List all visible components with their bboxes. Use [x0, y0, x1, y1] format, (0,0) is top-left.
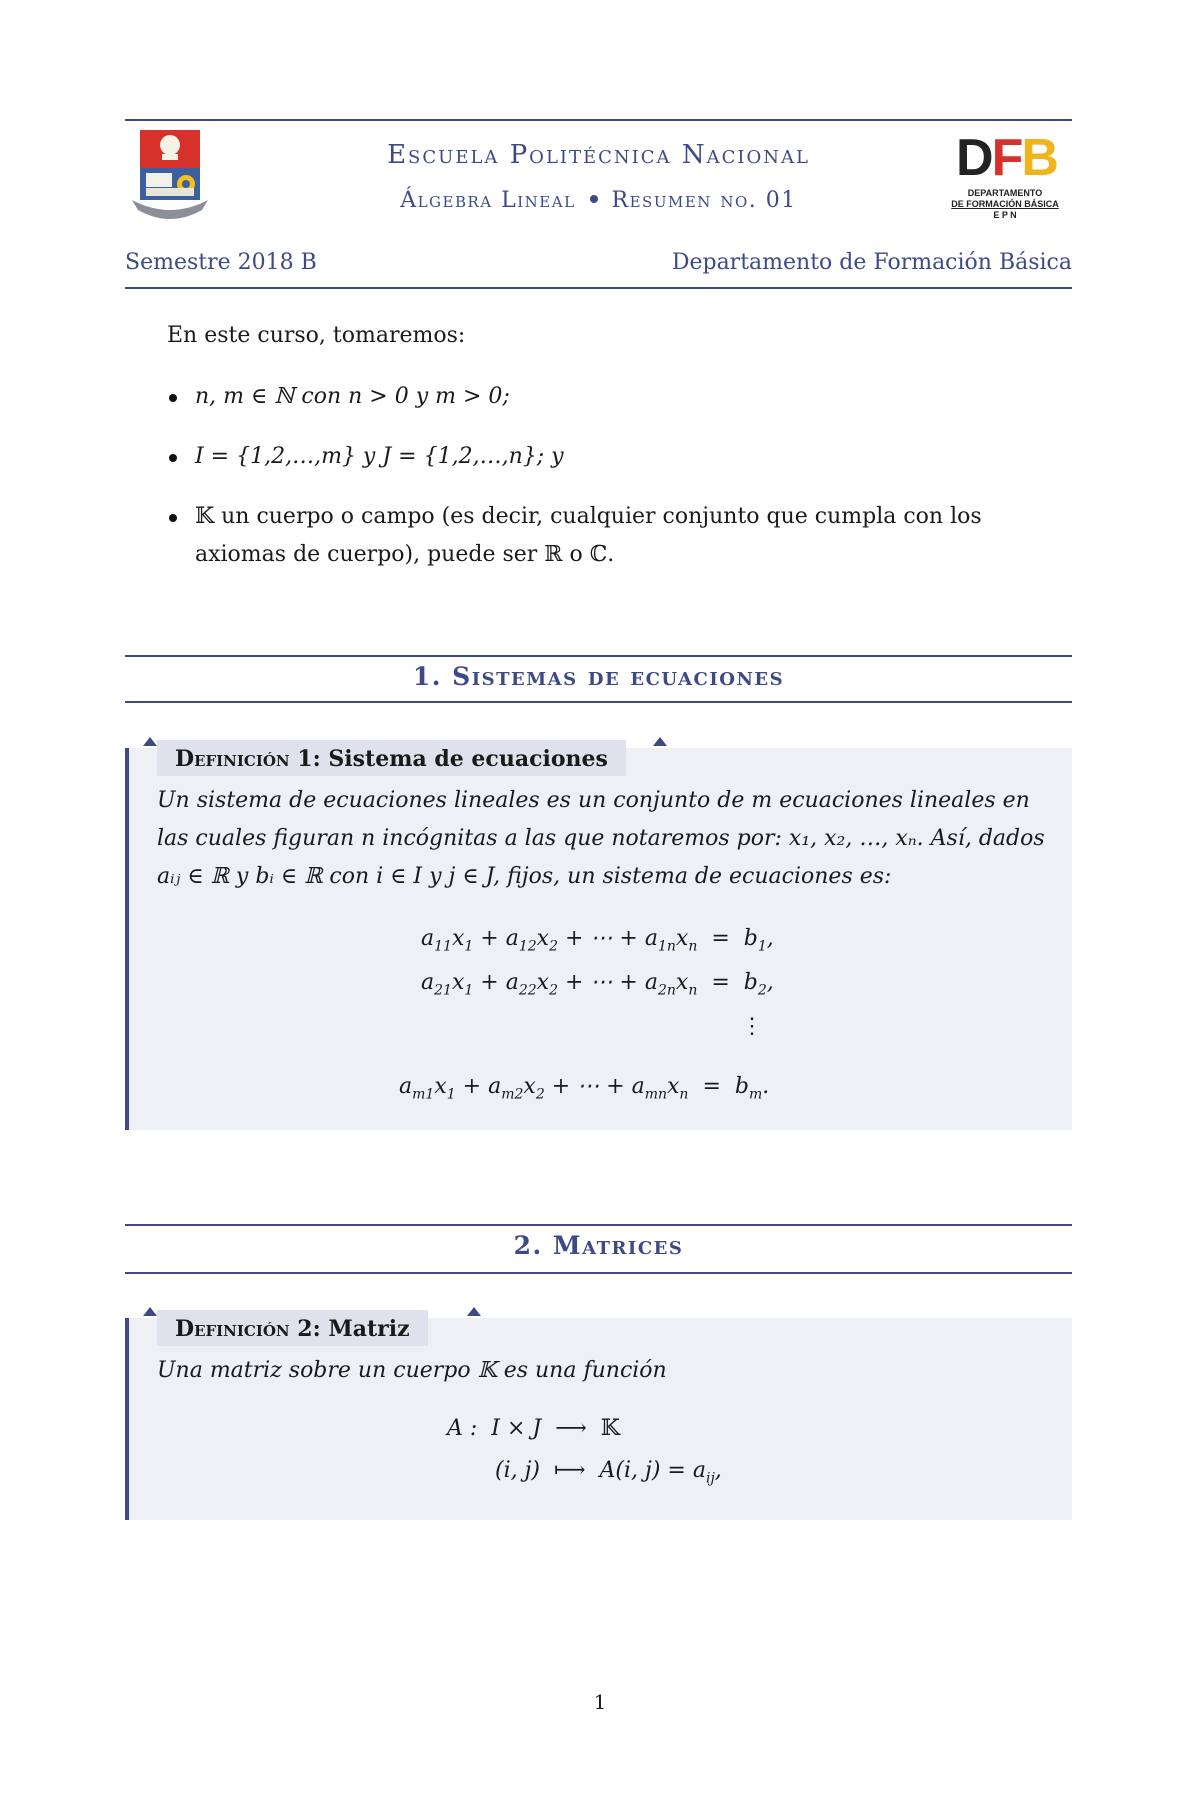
list-item: n, m ∈ ℕ con n > 0 y m > 0; [167, 378, 1072, 416]
list-item: 𝕂 un cuerpo o campo (es decir, cualquier conjunto que cumpla con los axiomas de cuerpo), puede ser ℝ o ℂ. [167, 498, 1072, 574]
tab-corner-left-icon [143, 737, 157, 746]
definition-1-box [125, 748, 1072, 1130]
section2-top-rule [125, 1224, 1072, 1226]
section2-title: 2. Matrices [513, 1231, 684, 1260]
intro-bullet-list [167, 378, 1072, 596]
tab-corner-right-icon [467, 1307, 481, 1316]
equation-row: $a_{m1}x_1 + a_{m2}x_2$ + ⋯ + $a_{mn}x_n = b_m$. [399, 1074, 770, 1103]
course-title: Álgebra Lineal [400, 188, 576, 213]
tab-corner-left-icon [143, 1307, 157, 1316]
tab-corner-right-icon [653, 737, 667, 746]
equation-row: $a_{11}x_1 + a_{12}x_2$ + ⋯ + $a_{1n}x_n = b_1$, [421, 926, 774, 955]
section1-bottom-rule [125, 701, 1072, 703]
equation-row: $a_{21}x_1 + a_{22}x_2$ + ⋯ + $a_{2n}x_n = b_2$, [421, 970, 774, 999]
section1-title: 1. Sistemas de ecuaciones [412, 662, 785, 691]
dfb-logo-line1: DEPARTAMENTO [967, 188, 1043, 198]
definition-1-text: Un sistema de ecuaciones lineales es un conjunto de m ecuaciones lineales en las cuales figuran n incógnitas a las que notaremos por: x₁, x₂, …, xₙ. Así, dados aᵢⱼ ∈ ℝ y bᵢ ∈ ℝ con i ∈ I y j ∈ J, fijos, un sistema de ecuaciones es: [157, 788, 1045, 889]
dfb-logo-line3: E P N [993, 210, 1017, 220]
definition-2-tab [157, 1310, 428, 1346]
section1-top-rule [125, 655, 1072, 657]
list-item: I = {1,2,…,m} y J = {1,2,…,n}; y [167, 438, 1072, 476]
department-label: Departamento de Formación Básica [671, 250, 1072, 275]
definition-1-label: Definición 1: [175, 746, 321, 772]
institution-title: Escuela Politécnica Nacional [387, 140, 810, 170]
definition-2-text: Una matriz sobre un cuerpo 𝕂 es una función [157, 1358, 667, 1383]
dfb-logo: DFB DEPARTAMENTO DE FORMACIÓN BÁSICA E P N [940, 130, 1070, 226]
vertical-dots-icon: ⋮ [741, 1014, 763, 1039]
definition-2-name: Matriz [328, 1316, 410, 1342]
definition-1-tab [157, 740, 626, 776]
function-map-line1: A : I × J ⟶ 𝕂 [447, 1416, 620, 1441]
intro-lead: En este curso, tomaremos: [167, 323, 466, 348]
header-top-rule [125, 119, 1072, 121]
header-bottom-rule [125, 287, 1072, 289]
definition-2-box [125, 1318, 1072, 1520]
definition-1-name: Sistema de ecuaciones [328, 746, 608, 772]
definition-2-label: Definición 2: [175, 1316, 321, 1342]
semester-label: Semestre 2018 B [125, 250, 317, 275]
section2-bottom-rule [125, 1272, 1072, 1274]
separator-dot-icon [590, 195, 598, 203]
function-map-line2: (i, j) ⟼ A(i, $j) = a_{ij}$, [495, 1458, 722, 1487]
doc-title: Resumen no. 01 [611, 188, 797, 213]
page-number: 1 [593, 1690, 607, 1714]
course-line [125, 188, 1072, 213]
dfb-logo-line2: DE FORMACIÓN BÁSICA [951, 199, 1059, 209]
